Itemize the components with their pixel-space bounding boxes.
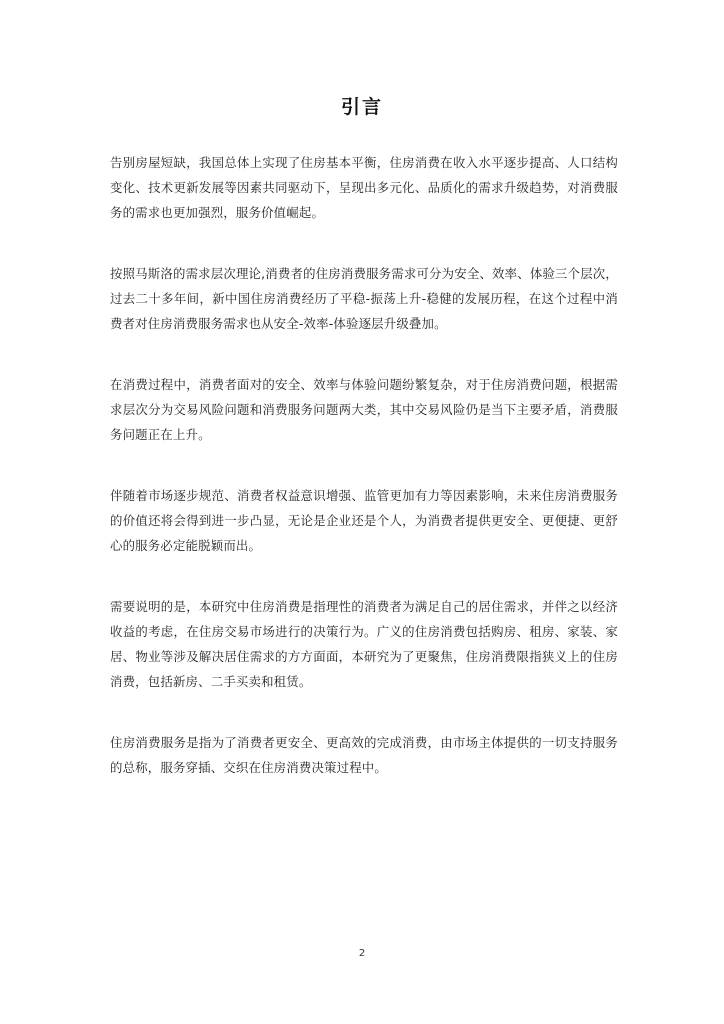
paragraph-4: 伴随着市场逐步规范、消费者权益意识增强、监管更加有力等因素影响，未来住房消费服务的价值还将会得到进一步凸显，无论是企业还是个人，为消费者提供更安全、更便捷、更舒心的服务必定能脱颖而出。	[110, 488, 618, 553]
document-body	[110, 150, 618, 816]
paragraph-6: 住房消费服务是指为了消费者更安全、更高效的完成消费，由市场主体提供的一切支持服务的总称，服务穿插、交织在住房消费决策过程中。	[110, 735, 618, 775]
paragraph-1: 告别房屋短缺，我国总体上实现了住房基本平衡，住房消费在收入水平逐步提高、人口结构变化、技术更新发展等因素共同驱动下，呈现出多元化、品质化的需求升级趋势，对消费服务的需求也更加强烈，服务价值崛起。	[110, 155, 618, 220]
paragraph-2: 按照马斯洛的需求层次理论,消费者的住房消费服务需求可分为安全、效率、体验三个层次，过去二十多年间，新中国住房消费经历了平稳-振荡上升-稳健的发展历程，在这个过程中消费者对住房消费服务需求也从安全-效率-体验逐层升级叠加。	[110, 266, 618, 331]
paragraph-5: 需要说明的是，本研究中住房消费是指理性的消费者为满足自己的居住需求，并伴之以经济收益的考虑，在住房交易市场进行的决策行为。广义的住房消费包括购房、租房、家装、家居、物业等涉及解决居住需求的方方面面，本研究为了更聚焦，住房消费限指狭义上的住房消费，包括新房、二手买卖和租赁。	[110, 599, 618, 689]
paragraph-3: 在消费过程中，消费者面对的安全、效率与体验问题纷繁复杂，对于住房消费问题，根据需求层次分为交易风险问题和消费服务问题两大类，其中交易风险仍是当下主要矛盾，消费服务问题正在上升。	[110, 377, 618, 442]
page-title: 引言	[340, 96, 383, 118]
page-number: 2	[358, 948, 366, 959]
